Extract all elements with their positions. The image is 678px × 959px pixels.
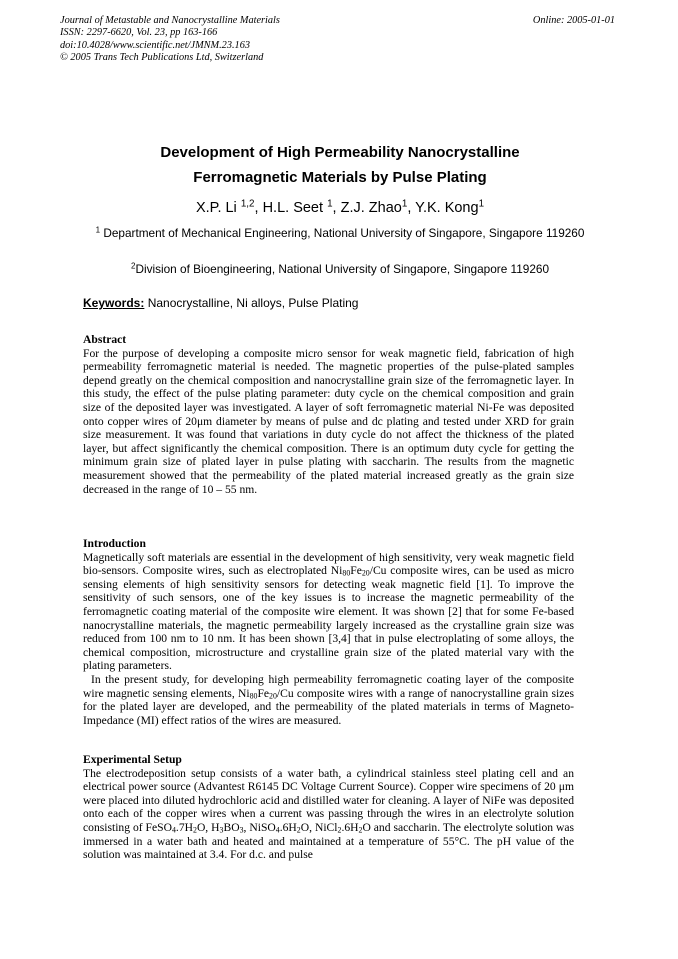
keywords-text: Nanocrystalline, Ni alloys, Pulse Plating (147, 296, 359, 310)
author-name: X.P. Li (195, 200, 237, 216)
abstract-section (83, 333, 574, 496)
paragraph: In the present study, for developing high permeability ferromagnetic coating layer of the composite wire magnetic sensing elements, $Ni_{80}Fe_{20}/Cu$ composite wires with a range of nanocrystalline grain sizes for the plated layer are developed, and the permeability of the plated materials in terms of Magneto-Impedance (MI) effect ratios of the wires are measured. (83, 672, 574, 727)
author-name: Y.K. Kong (415, 200, 479, 216)
journal-copyright: © 2005 Trans Tech Publications Ltd, Switzerland (60, 51, 264, 63)
journal-name: Journal of Metastable and Nanocrystalline Materials (60, 15, 280, 26)
author-affiliation-mark: 1,2 (240, 198, 255, 210)
abstract-text: For the purpose of developing a composite micro sensor for weak magnetic field, fabrication of high permeability ferromagnetic material is needed. The magnetic properties of the pulse-plated samples depend greatly on the chemical composition and nanocrystalline grain size of the ferromagnetic layer. In this study, the effect of the pulse plating parameter: duty cycle on the chemical composition and grain size of the deposited layer was investigated. A layer of soft ferromagnetic material Ni-Fe was deposited onto copper wires of 20μm diameter by means of pulse and dc plating and tested under XRD for grain size measurement. It was found that variations in duty cycle do not affect the thickness of the plated layer, but affect significantly the chemical composition. There is an optimum duty cycle for getting the minimum grain size of plated layer in pulse plating with saccharin. The results from the magnetic measurement showed that the permeability of the plated material increased greatly as the grain size decreased in the range of 10 – 55 nm. (83, 346, 574, 496)
online-date: Online: 2005-01-01 (532, 15, 615, 26)
journal-issn: ISSN: 2297-6620, Vol. 23, pp 163-166 (60, 27, 218, 39)
paragraph: Magnetically soft materials are essential in the development of high sensitivity, very weak magnetic field bio-sensors. Composite wires, such as electroplated $Ni_{80}Fe_{20}/Cu$ composite wires, can be used as micro sensing elements of high sensitivity sensors for detecting weak magnetic field [1]. To improve the sensitivity of such sensors, one of the key issues is to increase the magnetic permeability of the ferromagnetic coating material of the composite wire element. It was shown [2] that for some Fe-based nanocrystalline materials, the magnetic permeability largely increased as the crystalline grain size was reduced from 100 nm to 10 nm. It has been shown [3,4] that in pulse electroplating of some alloys, the chemical composition, microstructure and crystalline grain size of the plated material vary with the plating parameters. (83, 550, 574, 673)
section-heading: Introduction (83, 537, 146, 550)
author-name: Z.J. Zhao (340, 200, 402, 216)
section-heading: Abstract (83, 333, 127, 346)
affiliation-text: Division of Bioengineering, National University of Singapore, Singapore 119260 (135, 262, 550, 276)
experimental-setup-section (83, 753, 574, 862)
author-affiliation-mark: 1 (478, 198, 485, 210)
title-line-2: Ferromagnetic Materials by Pulse Plating (193, 169, 487, 186)
journal-header (60, 15, 280, 64)
author-affiliation-mark: 1 (327, 198, 333, 210)
paper-title (60, 140, 620, 190)
title-line-1: Development of High Permeability Nanocrystalline (160, 144, 520, 161)
introduction-section (83, 537, 574, 727)
paragraph: The electrodeposition setup consists of a water bath, a cylindrical stainless steel plating cell and an electrical power source (Advantest R6145 DC Voltage Current Source). Copper wire specimens of 20 μm were placed into diluted hydrochloric acid and distilled water for cleaning. A layer of NiFe was deposited onto each of the copper wires when a current was passing through the wires in an electrolyte solution consisting of $FeSO_4.7H_2O$, $H_3BO_3$, $NiSO_4.6H_2O$, $NiCl_2.6H_2O$ and saccharin. The electrolyte solution was immersed in a water bath and heated and maintained at a temperature of 55°C. The pH value of the solution was maintained at 3.4. For d.c. and pulse (83, 766, 575, 862)
affiliation-text: Department of Mechanical Engineering, National University of Singapore, Singapore 119260 (103, 226, 585, 240)
affiliation-2 (80, 262, 600, 276)
affiliation-1 (80, 226, 600, 240)
keywords-label: Keywords: (83, 296, 145, 310)
journal-doi: doi:10.4028/www.scientific.net/JMNM.23.163 (60, 39, 250, 51)
author-affiliation-mark: 1 (401, 198, 408, 210)
affiliation-number: 2 (130, 261, 136, 271)
author-list: X.P. Li $^{1,2}$, H.L. Seet $^1$, Z.J. Zhao$^1$, Y.K. Kong$^1$ (195, 198, 485, 216)
affiliation-number: 1 (95, 225, 101, 235)
section-heading: Experimental Setup (83, 753, 182, 766)
keywords (83, 296, 358, 310)
author-name: H.L. Seet (262, 200, 324, 216)
